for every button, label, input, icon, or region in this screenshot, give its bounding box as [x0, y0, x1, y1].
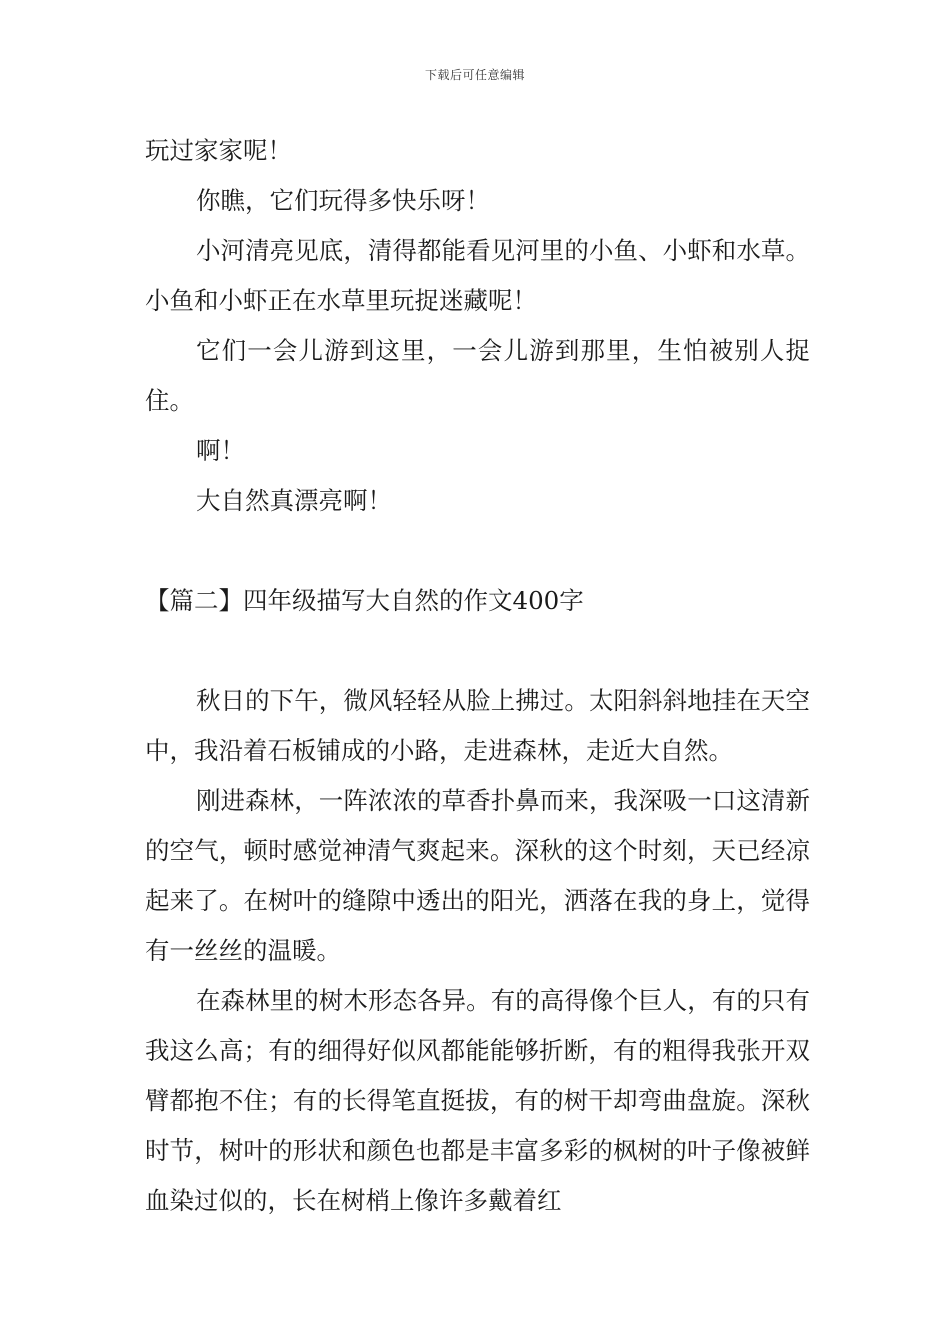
- paragraph: 大自然真漂亮啊！: [196, 486, 392, 515]
- paragraph: 秋日的下午，微风轻轻从脸上拂过。太阳斜斜地挂在天空中，我沿着石板铺成的小路，走进森林，走近大自然。: [145, 686, 810, 765]
- paragraph: 玩过家家呢！: [145, 136, 292, 165]
- section-heading: 【篇二】四年级描写大自然的作文400字: [145, 586, 584, 615]
- paragraph: 在森林里的树木形态各异。有的高得像个巨人，有的只有我这么高；有的细得好似风都能能够折断，有的粗得我张开双臂都抱不住；有的长得笔直挺拔，有的树干却弯曲盘旋。深秋时节，树叶的形状和颜色也都是丰富多彩的枫树的叶子像被鲜血染过似的，长在树梢上像许多戴着红: [145, 986, 810, 1215]
- page-header: 下载后可任意编辑: [424, 68, 525, 82]
- paragraph: 它们一会儿游到这里，一会儿游到那里，生怕被别人捉住。: [145, 336, 810, 415]
- document-body: [145, 126, 810, 1226]
- paragraph: 你瞧，它们玩得多快乐呀！: [196, 186, 490, 215]
- paragraph: 小河清亮见底，清得都能看见河里的小鱼、小虾和水草。小鱼和小虾正在水草里玩捉迷藏呢！: [145, 236, 810, 315]
- spacer: [145, 526, 810, 576]
- spacer: [145, 626, 810, 676]
- paragraph: 啊！: [196, 436, 245, 465]
- paragraph: 刚进森林，一阵浓浓的草香扑鼻而来，我深吸一口这清新的空气，顿时感觉神清气爽起来。深秋的这个时刻，天已经凉起来了。在树叶的缝隙中透出的阳光，洒落在我的身上，觉得有一丝丝的温暖。: [145, 786, 810, 965]
